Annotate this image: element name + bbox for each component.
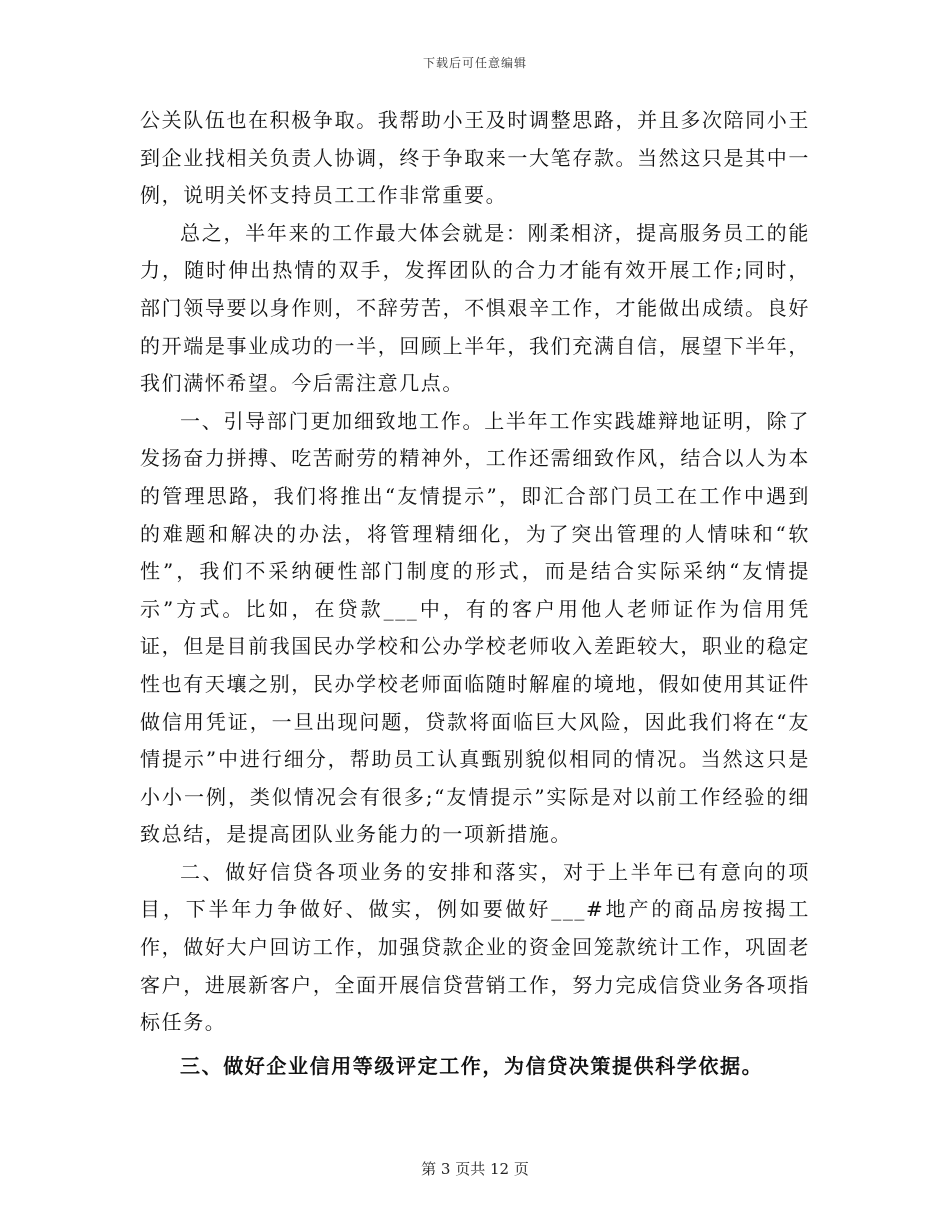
- page-header: 下载后可任意编辑: [422, 56, 527, 70]
- page-number-footer: 第 3 页共 12 页: [421, 1160, 529, 1178]
- paragraph-summary: 总之，半年来的工作最大体会就是：刚柔相济，提高服务员工的能力，随时伸出热情的双手，发挥团队的合力才能有效开展工作;同时，部门领导要以身作则，不辞劳苦，不惧艰辛工作，才能做出成绩。良好的开端是事业成功的一半，回顾上半年，我们充满自信，展望下半年，我们满怀希望。今后需注意几点。: [140, 220, 810, 396]
- paragraph-point-two: 二、做好信贷各项业务的安排和落实，对于上半年已有意向的项目，下半年力争做好、做实，例如要做好___#地产的商品房按揭工作，做好大户回访工作，加强贷款企业的资金回笼款统计工作，巩固老客户，进展新客户，全面开展信贷营销工作，努力完成信贷业务各项指标任务。: [140, 859, 810, 1035]
- paragraph-point-three-heading: 三、做好企业信用等级评定工作，为信贷决策提供科学依据。: [180, 1053, 764, 1078]
- document-body: [140, 102, 810, 1085]
- paragraph-point-one: 一、引导部门更加细致地工作。上半年工作实践雄辩地证明，除了发扬奋力拼搏、吃苦耐劳的精神外，工作还需细致作风，结合以人为本的管理思路，我们将推出“友情提示”，即汇合部门员工在工作中遇到的难题和解决的办法，将管理精细化，为了突出管理的人情味和“软性”，我们不采纳硬性部门制度的形式，而是结合实际采纳“友情提示”方式。比如，在贷款___中，有的客户用他人老师证作为信用凭证，但是目前我国民办学校和公办学校老师收入差距较大，职业的稳定性也有天壤之别，民办学校老师面临随时解雇的境地，假如使用其证件做信用凭证，一旦出现问题，贷款将面临巨大风险，因此我们将在“友情提示”中进行细分，帮助员工认真甄别貌似相同的情况。当然这只是小小一例，类似情况会有很多;“友情提示”实际是对以前工作经验的细致总结，是提高团队业务能力的一项新措施。: [140, 408, 810, 847]
- paragraph-continuation: 公关队伍也在积极争取。我帮助小王及时调整思路，并且多次陪同小王到企业找相关负责人协调，终于争取来一大笔存款。当然这只是其中一例，说明关怀支持员工工作非常重要。: [140, 108, 810, 208]
